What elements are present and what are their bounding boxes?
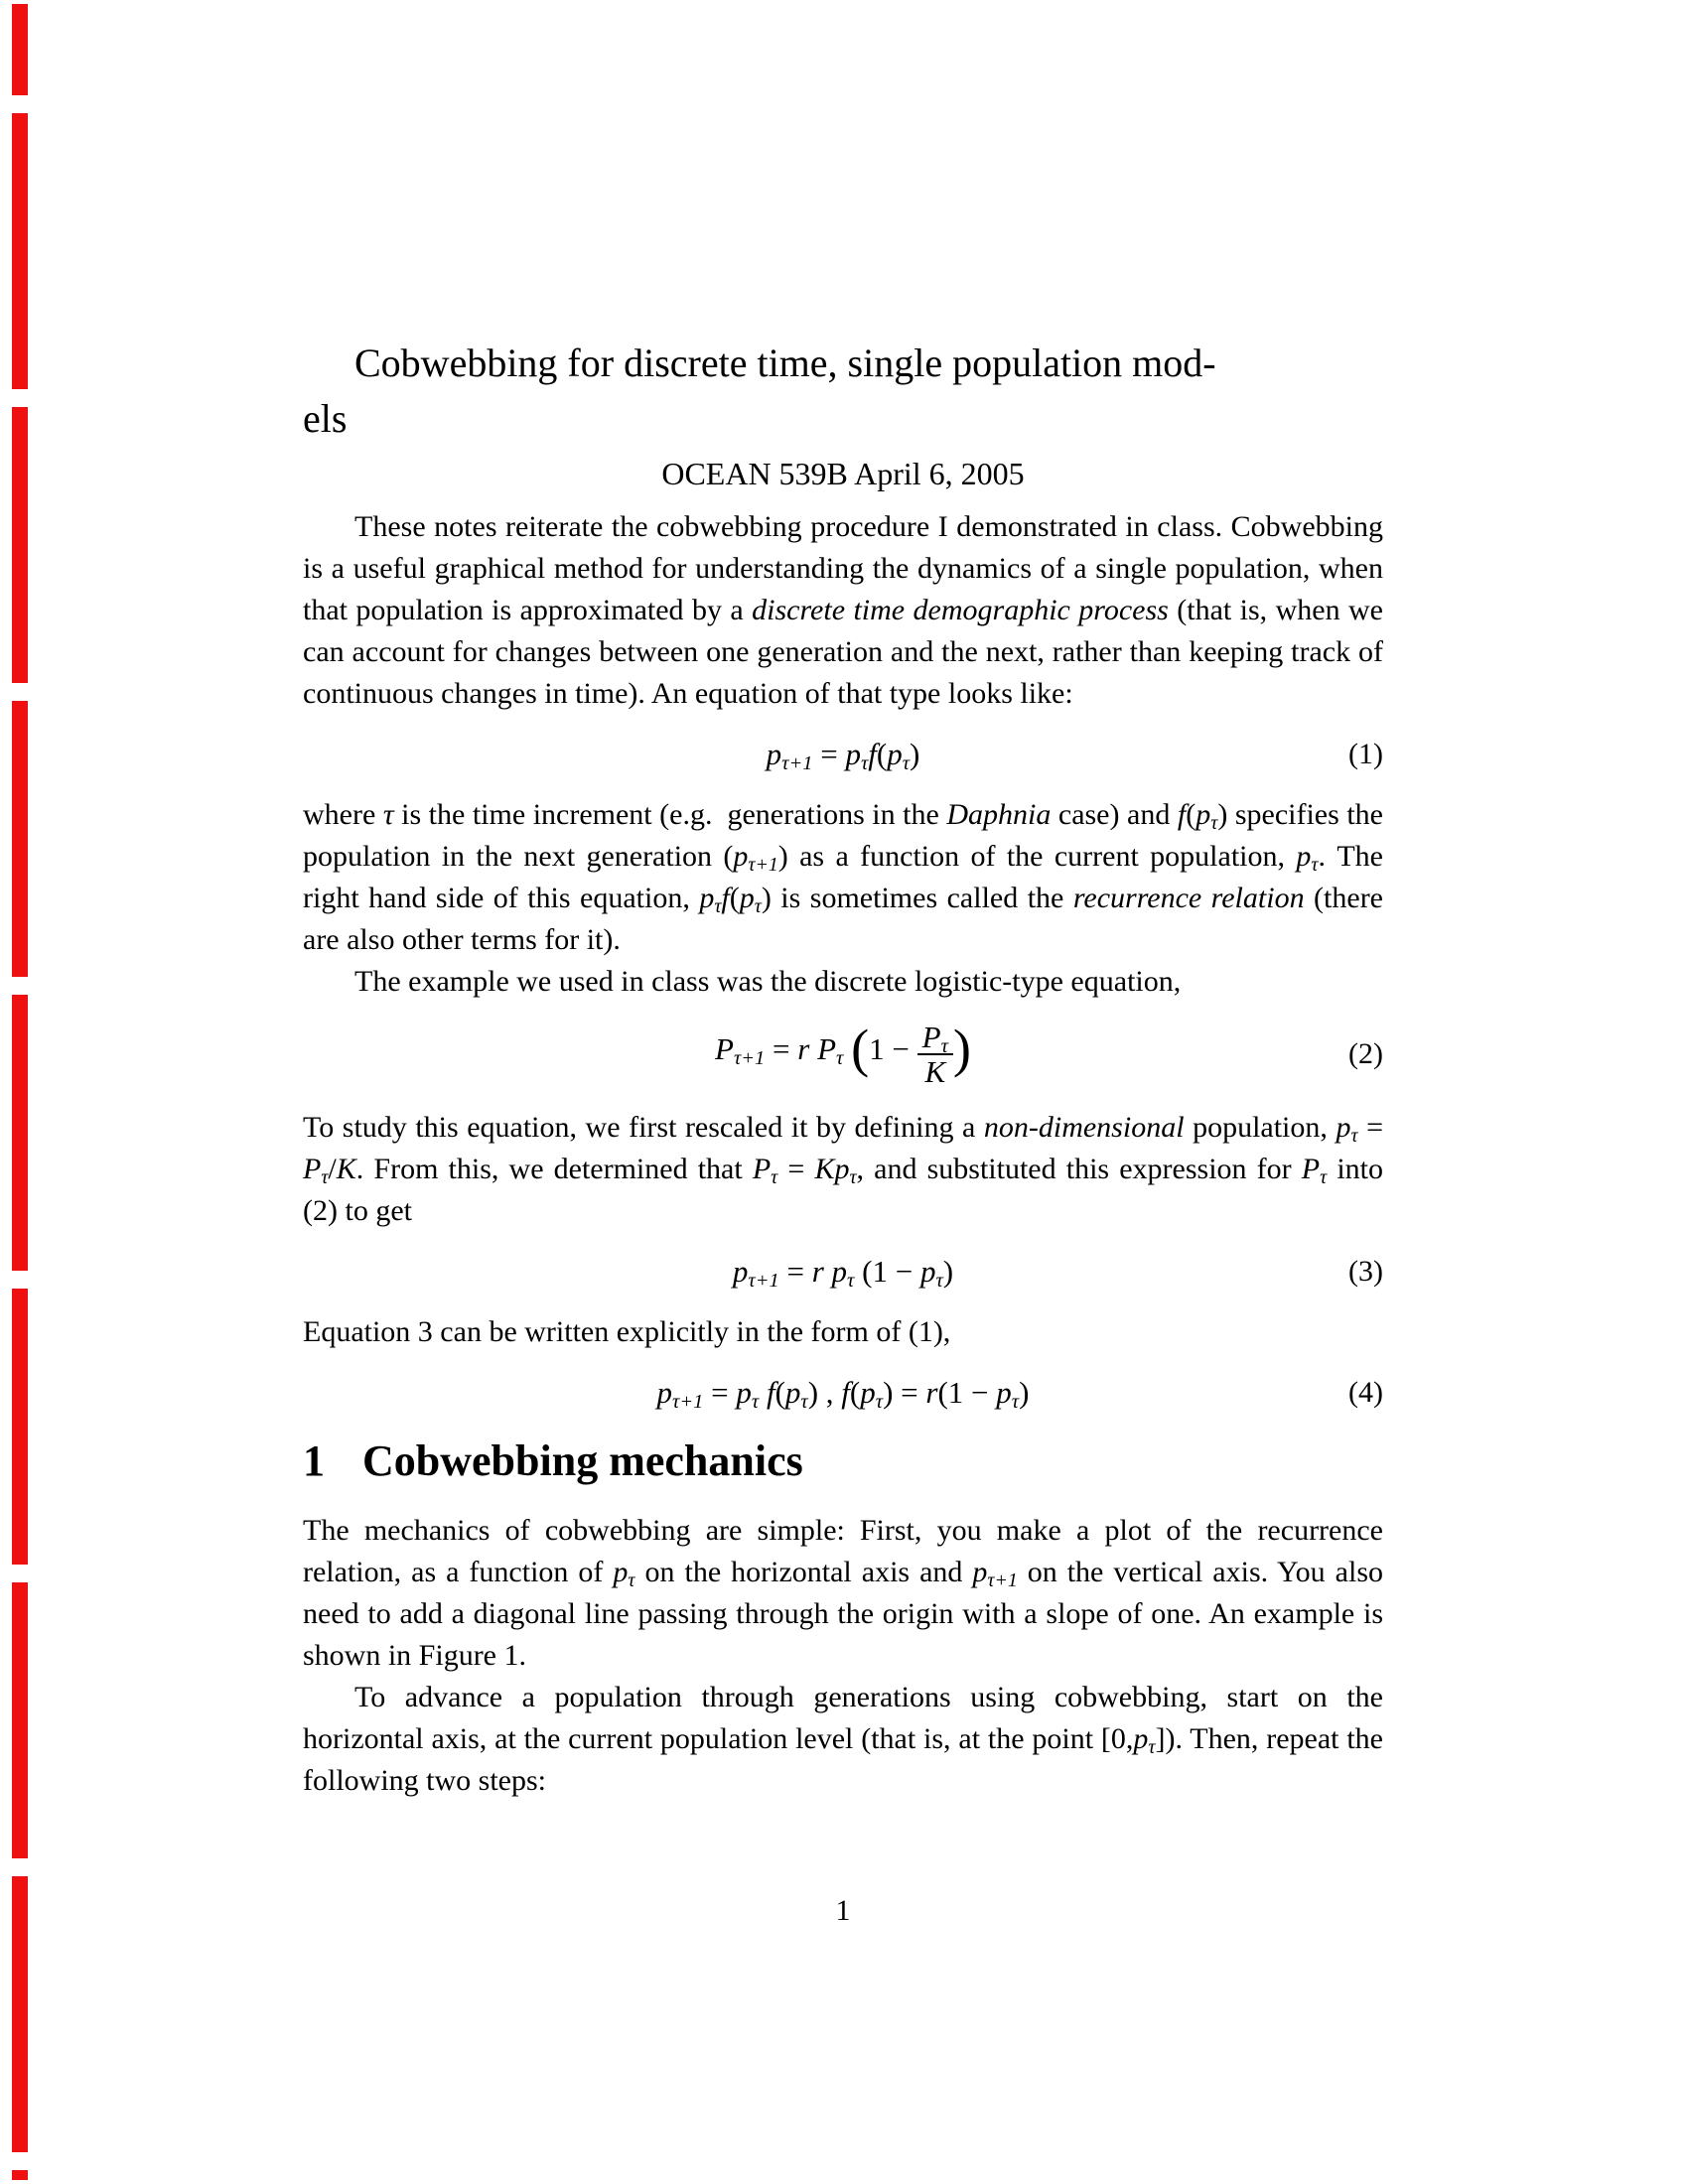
paragraph-mechanics: The mechanics of cobwebbing are simple: First, you make a plot of the recurrence relation, as a function of $p_\tau$ on the horizontal axis and $p_{\tau+1}$ on the vertical axis. You also need to add a diagonal line passing through the origin with a slope of one. An example is shown in Figure 1. [303, 1513, 1383, 1672]
equation-2 [303, 1021, 1383, 1089]
document-title-line-2: els [303, 396, 348, 441]
paragraph-intro: These notes reiterate the cobwebbing procedure I demonstrated in class. Cobwebbing is a useful graphical method for understanding the dynamics of a single population, when that population is approximated by a discrete time demographic process (that is, when we can account for changes between one generation and the next, rather than keeping track of continuous changes in time). An equation of that type looks like: [303, 510, 1384, 710]
paragraph-example: The example we used in class was the discrete logistic-type equation, [354, 965, 1182, 998]
equation-1-body: $p_{\tau+1} = p_\tau f(p_\tau)$ [766, 737, 920, 775]
equation-3-body: $p_{\tau+1} = r$ $p_\tau$ $(1 - p_\tau)$ [732, 1253, 954, 1293]
left-edge-marks [12, 4, 28, 2180]
document-title [303, 336, 1383, 447]
equation-4 [303, 1371, 1383, 1415]
equation-1-number: (1) [1348, 738, 1383, 770]
page-content [303, 336, 1383, 1802]
section-title: Cobwebbing mechanics [362, 1435, 803, 1485]
section-number: 1 [303, 1435, 325, 1485]
document-title-line-1: Cobwebbing for discrete time, single population mod- [354, 341, 1216, 385]
paragraph-rescale: To study this equation, we first rescaled it by defining a non-dimensional population, $p_\tau = P_\tau/K$. From this, we determined that $P_\tau = Kp_\tau$, and substituted this expression for $P_\tau$ into (2) to get [303, 1110, 1384, 1227]
course-date-line: OCEAN 539B April 6, 2005 [661, 456, 1025, 491]
section-heading [303, 1433, 1383, 1490]
equation-3-number: (3) [1348, 1254, 1383, 1288]
equation-4-number: (4) [1348, 1375, 1383, 1409]
equation-3 [303, 1250, 1383, 1294]
paragraph-where: where τ is the time increment (e.g. generations in the Daphnia case) and $f(p_\tau)$ specifies the population in the next generation $(p_{\tau+1})$ as a function of the current population, $p_\tau$. The right hand side of this equation, $p_\tau f(p_\tau)$ is sometimes called the recurrence relation (there are also other terms for it). [303, 798, 1384, 956]
equation-2-body: $P_{\tau+1} = r$ $P_\tau$ (1 − $\frac{P_\tau}{K}$ ) [715, 1019, 971, 1090]
equation-2-number: (2) [1348, 1037, 1383, 1071]
paragraph-advance: To advance a population through generations using cobwebbing, start on the horizontal axis, at the current population level (that is, at the point $[0,p_\tau]$). Then, repeat the following two steps: [303, 1680, 1383, 1797]
equation-4-body: $p_{\tau+1} = p_\tau$ $f(p_\tau)$ , $f(p_\tau) = r(1 - p_\tau)$ [656, 1374, 1030, 1414]
page-number: 1 [835, 1894, 851, 1927]
paragraph-explicit: Equation 3 can be written explicitly in the form of (1), [303, 1314, 951, 1348]
equation-1 [303, 733, 1383, 776]
